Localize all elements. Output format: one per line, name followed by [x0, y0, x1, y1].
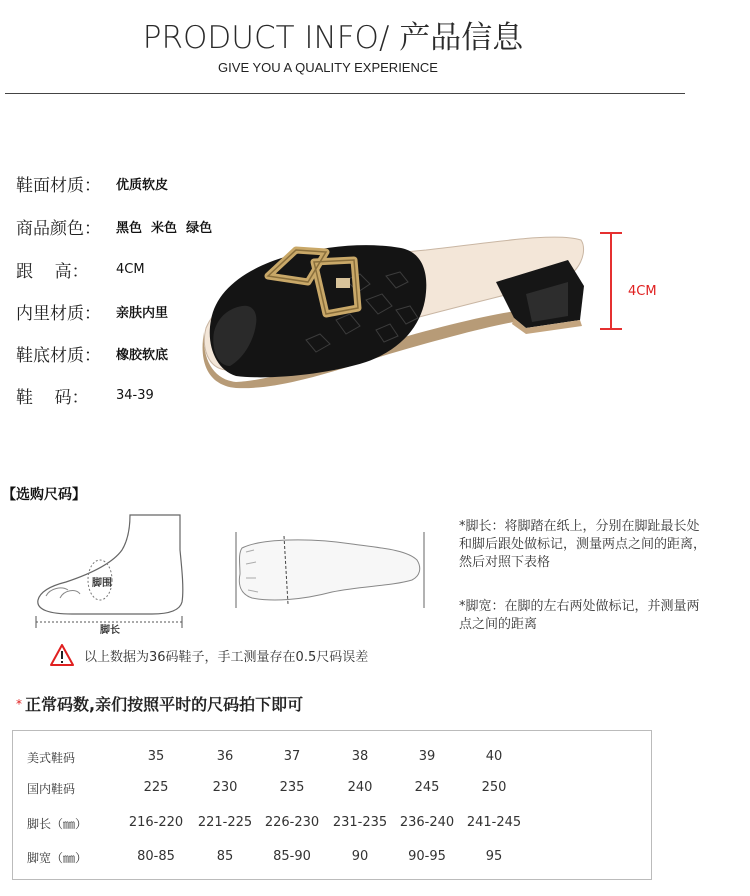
spec-row-size-range: [16, 383, 154, 407]
heel-height-marker: [598, 232, 624, 330]
spec-label: 商品颜色：: [16, 218, 101, 239]
warning-icon: [50, 644, 74, 666]
spec-row-heel-height: [16, 257, 145, 281]
sandal-product-image: [196, 220, 596, 390]
spec-label: 跟 高：: [16, 261, 89, 282]
table-row: [13, 745, 651, 769]
table-cell: 40: [485, 749, 503, 764]
table-cell: 39: [418, 749, 436, 764]
table-cell: 37: [283, 749, 301, 764]
table-cell: 80-85: [137, 849, 175, 864]
normal-size-text: 正常码数,亲们按照平时的尺码拍下即可: [25, 695, 304, 714]
spec-row-upper-material: [16, 171, 168, 195]
table-row: [13, 811, 651, 835]
size-table: [12, 730, 652, 880]
spec-row-color: [16, 214, 212, 238]
spec-label: 鞋底材质：: [16, 345, 101, 366]
table-cell: 226-230: [264, 815, 320, 830]
size-section-title: 【选购尺码】: [2, 487, 86, 503]
table-cell: 231-235: [332, 815, 388, 830]
table-cell: 235: [279, 780, 305, 795]
table-row-label: 脚宽（㎜）: [27, 851, 88, 865]
table-cell: 90: [351, 849, 369, 864]
warning-text: 以上数据为36码鞋子，手工测量存在0.5尺码误差: [84, 649, 369, 665]
asterisk-icon: *: [16, 696, 22, 711]
table-cell: 95: [485, 849, 503, 864]
table-cell: 236-240: [399, 815, 455, 830]
table-row-label: 美式鞋码: [27, 751, 76, 765]
table-cell: 225: [143, 780, 169, 795]
table-cell: 230: [212, 780, 238, 795]
foot-girth-label: 脚围: [92, 578, 112, 589]
table-cell: 85-90: [273, 849, 311, 864]
spec-value: 34-39: [116, 387, 154, 403]
spec-value: 4CM: [116, 261, 145, 277]
heel-height-label: 4CM: [628, 284, 657, 299]
table-cell: 241-245: [466, 815, 522, 830]
spec-row-lining: [16, 299, 168, 323]
spec-value: 橡胶软底: [116, 347, 169, 363]
table-cell: 36: [216, 749, 234, 764]
spec-label: 鞋 码：: [16, 387, 89, 408]
table-row: [13, 776, 651, 800]
page-subtitle: GIVE YOU A QUALITY EXPERIENCE: [218, 60, 438, 75]
header-divider: [5, 93, 685, 94]
table-cell: 221-225: [197, 815, 253, 830]
normal-size-note: [16, 692, 303, 715]
foot-length-note: *脚长：将脚踏在纸上，分别在脚趾最长处和脚后跟处做标记，测量两点之间的距离，然后对照下表格: [459, 519, 707, 570]
table-cell: 216-220: [128, 815, 184, 830]
table-cell: 250: [481, 780, 507, 795]
table-row: [13, 845, 651, 869]
spec-label: 内里材质：: [16, 303, 101, 324]
spec-row-sole: [16, 341, 168, 365]
foot-length-label: 脚长: [100, 625, 120, 635]
table-row-label: 国内鞋码: [27, 782, 76, 796]
table-cell: 90-95: [408, 849, 446, 864]
spec-value: 黑色 米色 绿色: [116, 220, 213, 236]
table-cell: 245: [414, 780, 440, 795]
foot-top-diagram: [232, 530, 428, 610]
table-row-label: 脚长（㎜）: [27, 817, 88, 831]
spec-value: 亲肤内里: [116, 305, 169, 321]
spec-label: 鞋面材质：: [16, 175, 101, 196]
page-title: PRODUCT INFO/ 产品信息: [142, 20, 524, 56]
table-cell: 38: [351, 749, 369, 764]
foot-side-diagram: [32, 510, 197, 635]
table-cell: 85: [216, 849, 234, 864]
table-cell: 35: [147, 749, 165, 764]
measurement-warning: [50, 644, 368, 666]
foot-width-note: *脚宽：在脚的左右两处做标记，并测量两点之间的距离: [459, 599, 700, 632]
table-cell: 240: [347, 780, 373, 795]
spec-value: 优质软皮: [116, 177, 169, 193]
